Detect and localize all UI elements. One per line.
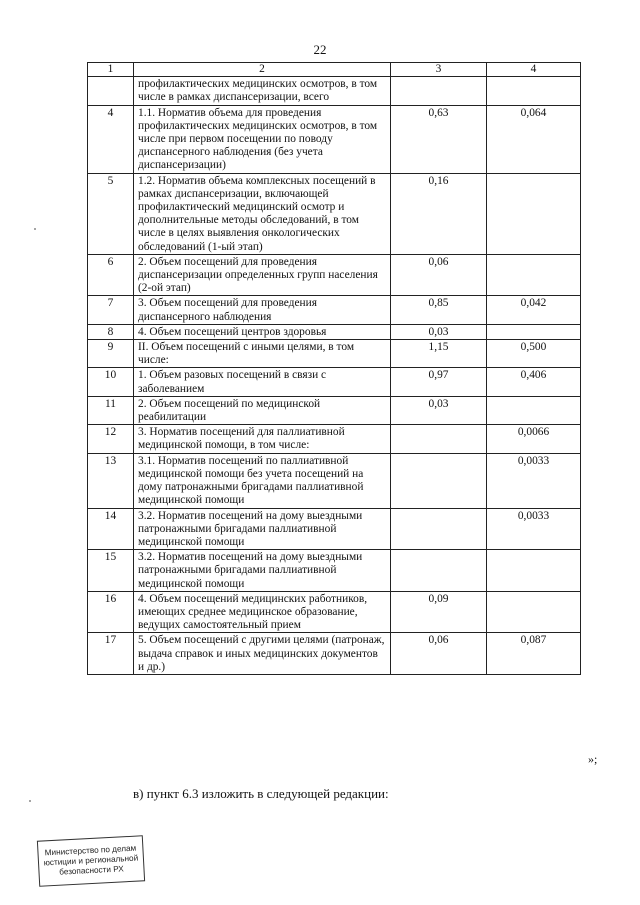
table-row [88, 591, 581, 633]
row-value-col4-cell [487, 324, 581, 339]
row-number-cell: 13 [88, 453, 134, 508]
row-value-col4-cell: 0,500 [487, 340, 581, 368]
row-description-cell: 1.2. Норматив объема комплексных посещений в рамках диспансеризации, включающей профилактический медицинский осмотр и дополнительные методы обследований, в том числе в целях выявления онкологических обследований (1-ый этап) [134, 173, 391, 254]
row-description-cell: 3. Норматив посещений для паллиативной медицинской помощи, в том числе: [134, 425, 391, 453]
row-number-cell: 4 [88, 105, 134, 173]
row-description-cell: 2. Объем посещений для проведения диспансеризации определенных групп населения (2-ой этап) [134, 254, 391, 296]
row-value-col3-cell: 0,16 [391, 173, 487, 254]
table-row [88, 633, 581, 675]
table-row [88, 453, 581, 508]
row-value-col3-cell: 0,03 [391, 324, 487, 339]
row-number-cell: 5 [88, 173, 134, 254]
column-header-3: 3 [391, 63, 487, 77]
row-value-col3-cell: 0,06 [391, 633, 487, 675]
row-description-cell: 3.1. Норматив посещений по паллиативной медицинской помощи без учета посещений на дому патронажными бригадами паллиативной медицинской помощи [134, 453, 391, 508]
row-value-col4-cell: 0,064 [487, 105, 581, 173]
instruction-text: в) пункт 6.3 изложить в следующей редакции: [133, 786, 389, 801]
row-value-col4-cell: 0,0066 [487, 425, 581, 453]
column-header-1: 1 [88, 63, 134, 77]
row-value-col3-cell: 0,85 [391, 296, 487, 324]
table-header-row [88, 63, 581, 77]
row-number-cell: 9 [88, 340, 134, 368]
row-description-cell: 1.1. Норматив объема для проведения профилактических медицинских осмотров, в том числе при первом посещении по поводу диспансерного наблюдения (без учета диспансеризации) [134, 105, 391, 173]
ministry-stamp [37, 835, 145, 886]
row-value-col3-cell: 1,15 [391, 340, 487, 368]
row-value-col3-cell [391, 508, 487, 550]
stamp-line: Министерство по делам [44, 843, 137, 858]
row-number-cell: 11 [88, 396, 134, 424]
table-row [88, 368, 581, 396]
row-value-col4-cell: 0,0033 [487, 453, 581, 508]
row-number-cell: 16 [88, 591, 134, 633]
row-description-cell: 1. Объем разовых посещений в связи с заболеванием [134, 368, 391, 396]
row-value-col4-cell [487, 396, 581, 424]
row-value-col3-cell [391, 425, 487, 453]
row-description-cell: профилактических медицинских осмотров, в том числе в рамках диспансеризации, всего [134, 77, 391, 105]
table-row [88, 77, 581, 105]
stamp-line: безопасности РХ [59, 864, 124, 877]
closing-quote-mark: »; [588, 752, 598, 766]
row-description-cell: 3.2. Норматив посещений на дому выездными патронажными бригадами паллиативной медицинской помощи [134, 508, 391, 550]
table-row [88, 173, 581, 254]
margin-speck [34, 228, 36, 230]
row-number-cell: 8 [88, 324, 134, 339]
row-number-cell: 15 [88, 550, 134, 592]
row-number-cell: 17 [88, 633, 134, 675]
table-row [88, 425, 581, 453]
row-value-col3-cell: 0,06 [391, 254, 487, 296]
row-value-col4-cell: 0,042 [487, 296, 581, 324]
row-description-cell: 4. Объем посещений центров здоровья [134, 324, 391, 339]
stamp-line: юстиции и региональной [43, 853, 139, 868]
row-value-col3-cell [391, 453, 487, 508]
row-value-col3-cell: 0,63 [391, 105, 487, 173]
row-number-cell: 12 [88, 425, 134, 453]
row-value-col4-cell: 0,0033 [487, 508, 581, 550]
table-row [88, 296, 581, 324]
row-value-col3-cell [391, 77, 487, 105]
row-description-cell: 4. Объем посещений медицинских работников, имеющих среднее медицинское образование, ведущих самостоятельный прием [134, 591, 391, 633]
row-value-col4-cell: 0,087 [487, 633, 581, 675]
column-header-4: 4 [487, 63, 581, 77]
row-number-cell: 10 [88, 368, 134, 396]
row-number-cell: 6 [88, 254, 134, 296]
row-description-cell: 5. Объем посещений с другими целями (патронаж, выдача справок и иных медицинских документов и др.) [134, 633, 391, 675]
table-row [88, 254, 581, 296]
norms-table [87, 62, 581, 675]
table-body [88, 77, 581, 675]
row-description-cell: 2. Объем посещений по медицинской реабилитации [134, 396, 391, 424]
row-description-cell: 3.2. Норматив посещений на дому выездными патронажными бригадами паллиативной медицинской помощи [134, 550, 391, 592]
row-value-col4-cell [487, 550, 581, 592]
table-row [88, 508, 581, 550]
row-value-col3-cell: 0,03 [391, 396, 487, 424]
row-number-cell [88, 77, 134, 105]
row-number-cell: 7 [88, 296, 134, 324]
row-number-cell: 14 [88, 508, 134, 550]
row-value-col4-cell [487, 254, 581, 296]
row-description-cell: II. Объем посещений с иными целями, в том числе: [134, 340, 391, 368]
table-row [88, 105, 581, 173]
table-row [88, 324, 581, 339]
row-value-col4-cell [487, 591, 581, 633]
row-description-cell: 3. Объем посещений для проведения диспансерного наблюдения [134, 296, 391, 324]
table-row [88, 340, 581, 368]
table-row [88, 396, 581, 424]
page-number: 22 [313, 42, 327, 57]
row-value-col4-cell: 0,406 [487, 368, 581, 396]
row-value-col4-cell [487, 77, 581, 105]
row-value-col3-cell: 0,97 [391, 368, 487, 396]
margin-speck [29, 800, 31, 802]
table-row [88, 550, 581, 592]
row-value-col3-cell: 0,09 [391, 591, 487, 633]
column-header-2: 2 [134, 63, 391, 77]
row-value-col4-cell [487, 173, 581, 254]
row-value-col3-cell [391, 550, 487, 592]
